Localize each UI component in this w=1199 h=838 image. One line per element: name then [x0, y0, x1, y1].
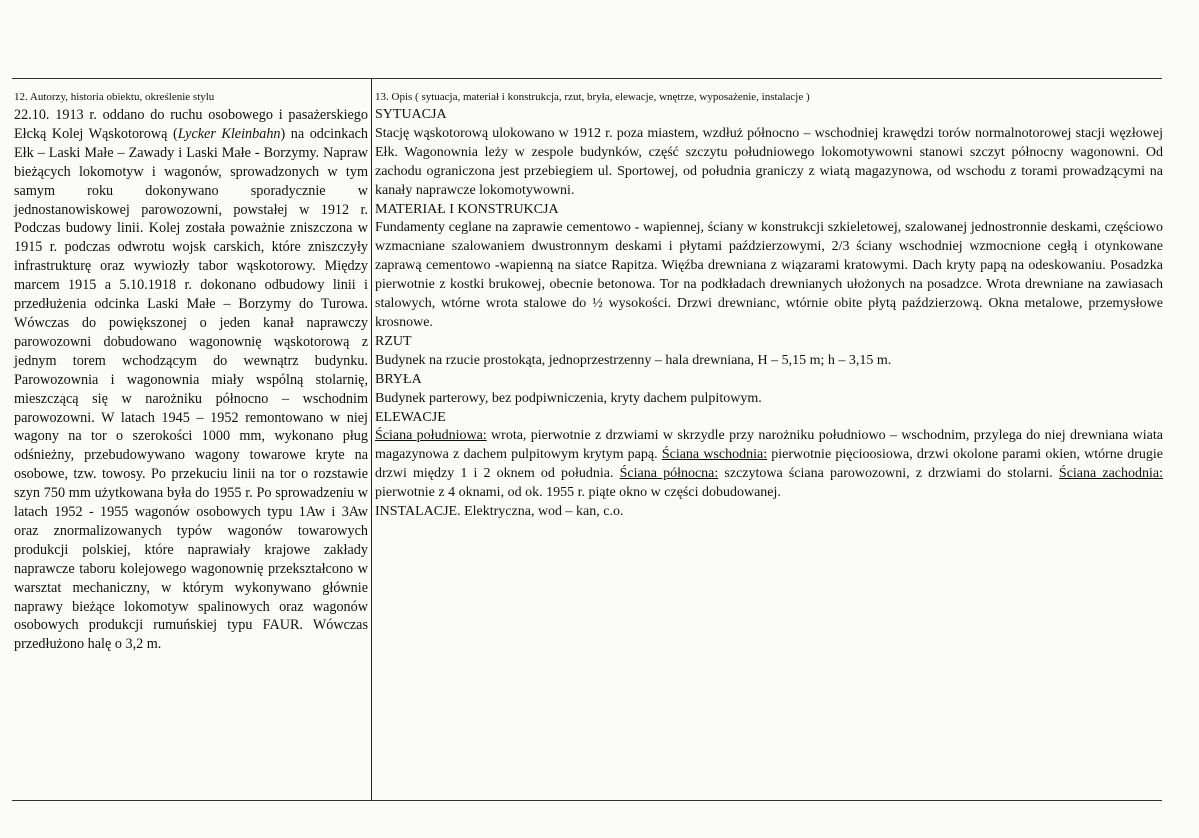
- bryla-heading: BRYŁA: [375, 371, 422, 387]
- history-column: [14, 90, 368, 654]
- history-header: 12. Autorzy, historia obiektu, określenie stylu: [14, 91, 215, 103]
- material-heading: MATERIAŁ I KONSTRUKCJA: [375, 201, 559, 217]
- history-text: [14, 106, 368, 654]
- sytuacja-heading: SYTUACJA: [375, 107, 447, 122]
- history-text-part-a: 22.10. 1913 r. oddano do ruchu osobowego i pasażerskiego Ełcką Kolej Wąskotorową (: [14, 107, 368, 142]
- instalacje-text: INSTALACJE. Elektryczna, wod – kan, c.o.: [375, 504, 624, 520]
- south-wall-text: wrota, pierwotnie z drzwiami w skrzydle przy narożniku południowo – wschodnim, przylega do niej drewniana wiata magazynowa z dachem pulpitowym krytym papą.: [375, 428, 1163, 463]
- description-header: 13. Opis ( sytuacja, materiał i konstrukcja, rzut, bryła, elewacje, wnętrze, wyposażenie, instalacje ): [375, 91, 810, 103]
- bryla-text: Budynek parterowy, bez podpiwniczenia, kryty dachem pulpitowym.: [375, 390, 762, 406]
- top-rule: [12, 78, 1162, 79]
- history-text-part-b: ) na odcinkach Ełk – Laski Małe – Zawady i Laski Małe - Borzymy. Napraw bieżących lokomotyw i wagonów, sprowadzonych w tym samym roku dokonywano sporadycznie w jednostanowiskowej parowozowni, powstałej w 1912 r. Podczas budowy linii. Kolej została poważnie zniszczona w 1915 r. podczas odwrotu wojsk carskich, które zniszczyły infrastrukturę oraz wywiozły tabor wąskotorowy. Między marcem 1915 a 5.10.1918 r. dokonano odbudowy linii i przedłużenia odcinka Laski Małe – Borzymy do Turowa. Wówczas do powiększonej o jeden kanał naprawczy parowozowni dobudowano wagonownię wąskotorową z jednym torem wchodzącym do wewnątrz budynku. Parowozownia i wagonownia miały wspólną stolarnię, mieszczącą się w narożniku północno – wschodnim parowozowni. W latach 1945 – 1952 remontowano w niej wagony na tor o szerokości 1000 mm, wykonano pług odśnieżny, przebudowywano wagony towarowe kryte na osobowe, tzw. towosy. Po przekuciu linii na tor o rozstawie szyn 750 mm użytkowana była do 1955 r. Po sprowadzeniu w latach 1952 - 1955 wagonów osobowych typu 1Aw i 3Aw oraz znormalizowanych typów wagonów towarowych produkcji polskiej, które naprawiały krajowe zakłady naprawcze taboru kolejowego wagonownię przekształcono w warsztat mechaniczny, w którym wykonywano głównie naprawy bieżące lokomotyw spalinowych oraz wagonów osobowych produkcji rumuńskiej typu FAUR. Wówczas przedłużono halę o 3,2 m.: [14, 125, 369, 653]
- west-wall-text: pierwotnie z 4 oknami, od ok. 1955 r. piąte okno w części dobudowanej.: [375, 485, 781, 501]
- column-divider: [371, 78, 372, 800]
- bottom-rule: [12, 800, 1162, 801]
- west-wall-label: Ściana zachodnia:: [1058, 466, 1164, 482]
- rzut-heading: RZUT: [375, 333, 412, 349]
- north-wall-label: Ściana północna:: [619, 466, 719, 482]
- history-text-italic: Lycker Kleinbahn: [177, 125, 281, 142]
- north-wall-text: szczytowa ściana parowozowni, z drzwiami do stolarni.: [718, 466, 1059, 482]
- east-wall-label: Ściana wschodnia:: [661, 447, 768, 463]
- elewacje-heading: ELEWACJE: [375, 409, 446, 425]
- description-column: [375, 90, 1163, 522]
- material-text: Fundamenty ceglane na zaprawie cementowo - wapiennej, ściany w konstrukcji szkieletowej, szalowanej jednostronnie deskami, częściowo wzmacniane szalowaniem dwustronnym deskami i płytami paździerzowymi, 2/3 ściany wschodniej wzmocnione cegłą i otynkowane zaprawą cementowo -wapienną na siatce Rapitza. Więźba drewniana z wiązarami kratowymi. Dach kryty papą na odeskowaniu. Posadzka pierwotnie z kostki brukowej, obecnie betonowa. Tor na podkładach drewnianych ułożonych na posadzce. Wrota drewniane na zawiasach stalowych, wtórne wrota stalowe do ½ wysokości. Drzwi drewnianc, wtórnie obite płytą paździerzową. Okna metalowe, przemysłowe krosnowe.: [375, 220, 1163, 330]
- rzut-text: Budynek na rzucie prostokąta, jednoprzestrzenny – hala drewniana, H – 5,15 m; h – 3,15 m.: [375, 352, 892, 368]
- elewacje-text: [375, 427, 1163, 503]
- south-wall-label: Ściana południowa:: [375, 428, 487, 444]
- sytuacja-text: Stację wąskotorową ulokowano w 1912 r. poza miastem, wzdłuż północno – wschodniej krawędzi torów normalnotorowej stacji węzłowej Ełk. Wagonownia leży w zespole budynków, część szczytu południowego lokomotywowni stanowi szczyt północny wagonowni. Od zachodu ograniczona jest przebiegiem ul. Sportowej, od południa graniczy z wiatą magazynowa, od wschodu z torami prowadzącymi na kanały naprawcze lokomotywowni.: [375, 125, 1163, 198]
- east-wall-text: pierwotnie pięcioosiowa, drzwi okolone parami okien, wtórne drugie drzwi między 1 i 2 oknem od południa.: [375, 447, 1163, 482]
